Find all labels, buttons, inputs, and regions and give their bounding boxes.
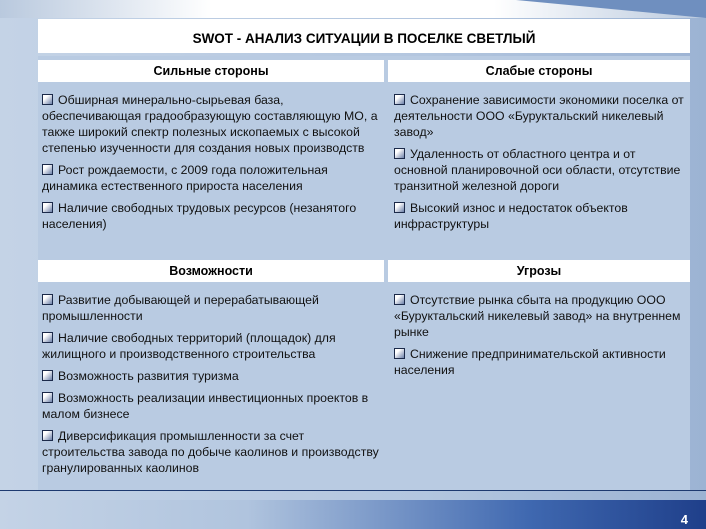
- strengths-header: Сильные стороны: [38, 60, 384, 82]
- checkbox-bullet-icon: [394, 348, 405, 359]
- checkbox-bullet-icon: [42, 392, 53, 403]
- list-item: [42, 292, 382, 324]
- list-item: [42, 428, 382, 476]
- checkbox-bullet-icon: [394, 202, 405, 213]
- list-item: [42, 92, 378, 156]
- list-item: [394, 92, 688, 140]
- list-item: [42, 200, 378, 232]
- opportunity-item-text: Возможность развития туризма: [58, 369, 239, 383]
- list-item: [394, 200, 688, 232]
- list-item: [394, 292, 688, 340]
- threats-cell: [394, 292, 688, 384]
- checkbox-bullet-icon: [42, 370, 53, 381]
- list-item: [394, 146, 688, 194]
- opportunities-header: Возможности: [38, 260, 384, 282]
- page-title: SWOT - АНАЛИЗ СИТУАЦИИ В ПОСЕЛКЕ СВЕТЛЫЙ: [38, 19, 690, 53]
- strength-item-text: Наличие свободных трудовых ресурсов (незанятого населения): [42, 201, 357, 231]
- checkbox-bullet-icon: [42, 94, 53, 105]
- threat-item-text: Снижение предпринимательской активности населения: [394, 347, 666, 377]
- list-item: [42, 330, 382, 362]
- list-item: [42, 368, 382, 384]
- checkbox-bullet-icon: [394, 94, 405, 105]
- weaknesses-cell: [394, 92, 688, 238]
- opportunity-item-text: Развитие добывающей и перерабатывающей промышленности: [42, 293, 319, 323]
- checkbox-bullet-icon: [42, 294, 53, 305]
- weakness-item-text: Удаленность от областного центра и от основной планировочной оси области, отсутствие транзитной железной дороги: [394, 147, 681, 193]
- page-number: 4: [680, 512, 688, 527]
- opportunity-item-text: Диверсификация промышленности за счет строительства завода по добыче каолинов и производству гранулированных каолинов: [42, 429, 379, 475]
- list-item: [394, 346, 688, 378]
- swot-table: [38, 56, 690, 490]
- threats-header: Угрозы: [388, 260, 690, 282]
- strengths-cell: [42, 92, 378, 238]
- opportunities-cell: [42, 292, 382, 482]
- checkbox-bullet-icon: [42, 430, 53, 441]
- checkbox-bullet-icon: [394, 148, 405, 159]
- list-item: [42, 390, 382, 422]
- checkbox-bullet-icon: [42, 164, 53, 175]
- weakness-item-text: Высокий износ и недостаток объектов инфраструктуры: [394, 201, 628, 231]
- checkbox-bullet-icon: [42, 202, 53, 213]
- weaknesses-header: Слабые стороны: [388, 60, 690, 82]
- strength-item-text: Обширная минерально-сырьевая база, обеспечивающая градообразующую составляющую МО, а также широкий спектр полезных ископаемых с высокой степенью изученности для создания новых производств: [42, 93, 378, 155]
- list-item: [42, 162, 378, 194]
- weakness-item-text: Сохранение зависимости экономики поселка от деятельности ООО «Буруктальский никелевый завод»: [394, 93, 684, 139]
- opportunity-item-text: Возможность реализации инвестиционных проектов в малом бизнесе: [42, 391, 369, 421]
- checkbox-bullet-icon: [42, 332, 53, 343]
- strength-item-text: Рост рождаемости, с 2009 года положительная динамика естественного прироста населения: [42, 163, 328, 193]
- checkbox-bullet-icon: [394, 294, 405, 305]
- footer-band: [0, 500, 706, 529]
- opportunity-item-text: Наличие свободных территорий (площадок) для жилищного и производственного строительства: [42, 331, 336, 361]
- threat-item-text: Отсутствие рынка сбыта на продукцию ООО «Буруктальский никелевый завод» на внутреннем рынке: [394, 293, 681, 339]
- footer-divider: [0, 490, 706, 491]
- corner-decoration: [516, 0, 706, 18]
